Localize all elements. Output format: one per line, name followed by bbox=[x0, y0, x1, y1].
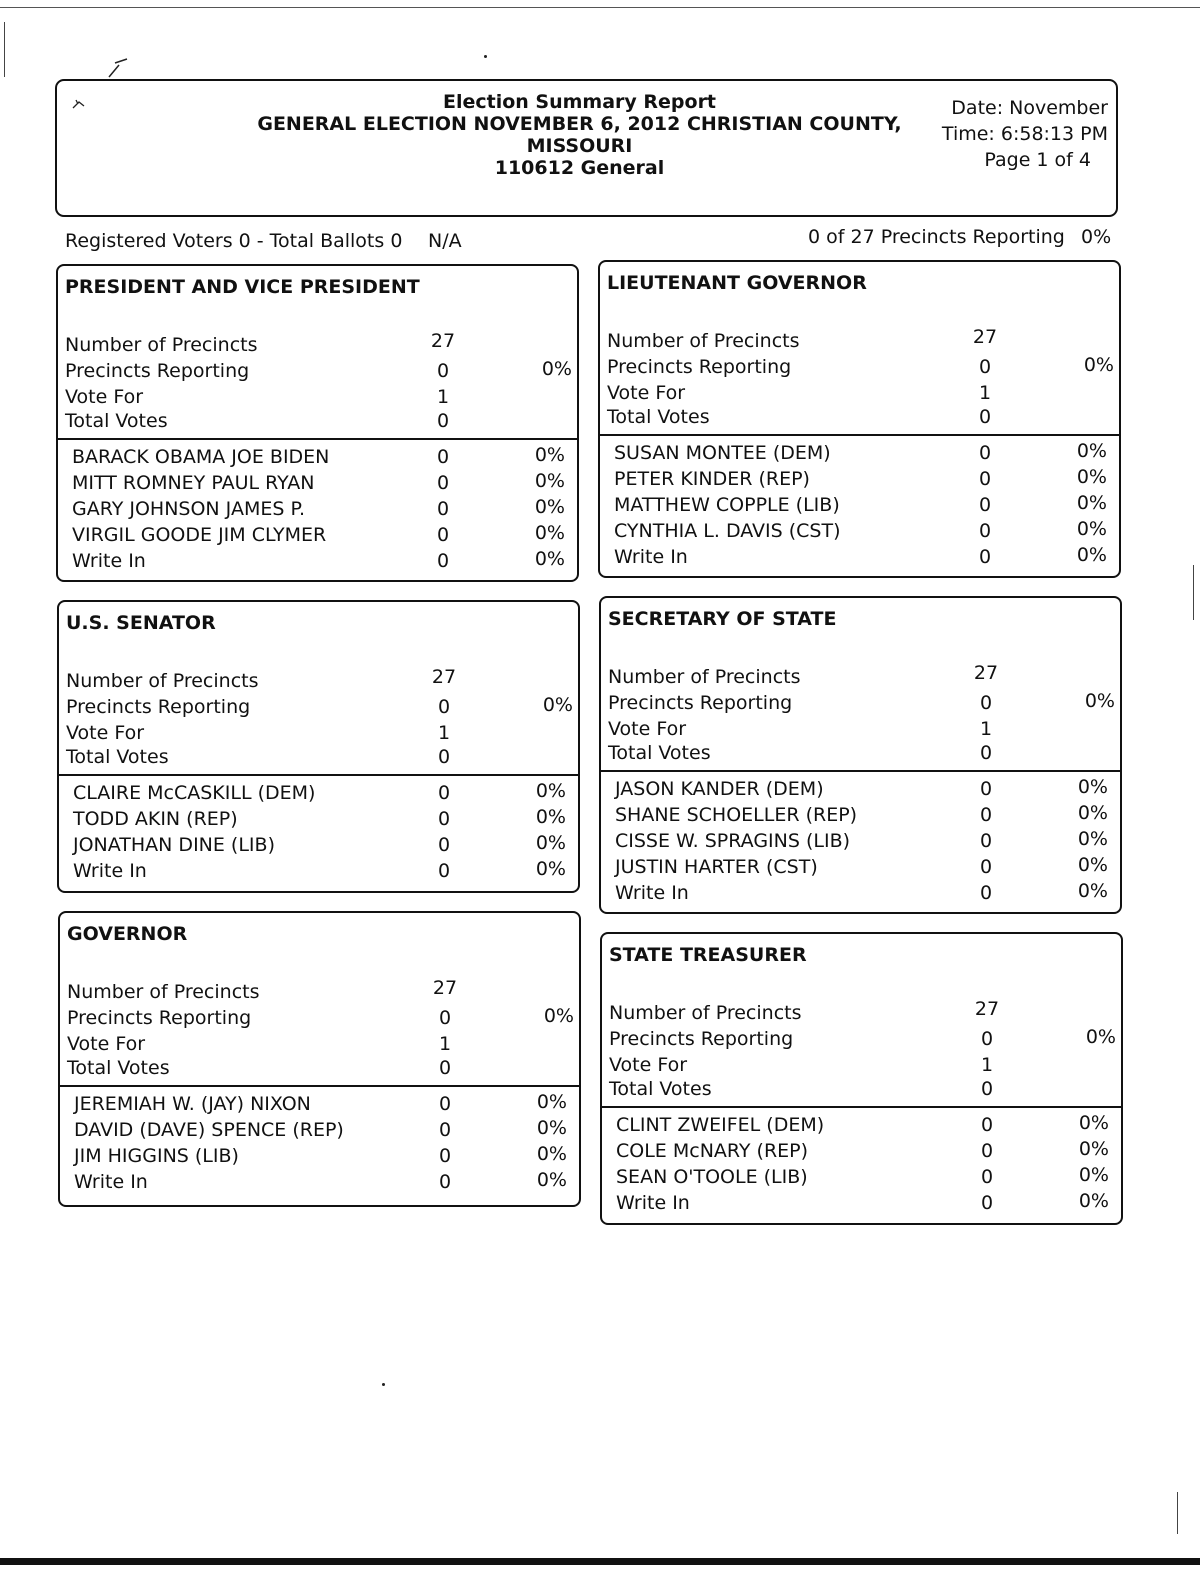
total-votes-label: Total Votes bbox=[608, 742, 711, 764]
number-of-precincts-value: 27 bbox=[432, 977, 458, 999]
candidate-name: CISSE W. SPRAGINS (LIB) bbox=[615, 830, 851, 852]
race-title: LIEUTENANT GOVERNOR bbox=[607, 272, 867, 294]
candidate-row bbox=[600, 520, 1119, 546]
candidate-votes: 0 bbox=[437, 782, 451, 804]
precincts-reporting-value: 0 bbox=[979, 692, 993, 714]
precincts-reporting-pct: 0% bbox=[542, 694, 573, 716]
race-title: PRESIDENT AND VICE PRESIDENT bbox=[65, 276, 420, 298]
candidate-row bbox=[602, 1114, 1121, 1140]
candidate-votes: 0 bbox=[978, 494, 992, 516]
vote-for-row bbox=[60, 1033, 579, 1059]
report-title: Election Summary Report bbox=[442, 91, 717, 113]
total-votes-label: Total Votes bbox=[607, 406, 710, 428]
total-votes-row bbox=[59, 746, 578, 772]
number-of-precincts-label: Number of Precincts bbox=[65, 334, 258, 356]
precincts-reporting-row bbox=[59, 696, 578, 722]
candidate-name: PETER KINDER (REP) bbox=[614, 468, 810, 490]
scan-edge-mark bbox=[1177, 1492, 1178, 1534]
precincts-reporting-label: Precincts Reporting bbox=[65, 360, 250, 382]
candidate-name: CYNTHIA L. DAVIS (CST) bbox=[614, 520, 841, 542]
candidate-row bbox=[601, 856, 1120, 882]
precincts-reporting-pct: 0% bbox=[541, 358, 572, 380]
candidate-name: JUSTIN HARTER (CST) bbox=[615, 856, 818, 878]
vote-for-value: 1 bbox=[438, 1033, 452, 1055]
number-of-precincts-row bbox=[59, 666, 578, 696]
scan-edge-mark bbox=[4, 22, 5, 77]
candidate-votes: 0 bbox=[979, 856, 993, 878]
precincts-reporting-pct: 0% bbox=[543, 1005, 574, 1027]
candidate-votes: 0 bbox=[438, 1145, 452, 1167]
candidate-pct: 0% bbox=[1076, 466, 1107, 488]
race-divider bbox=[60, 1085, 579, 1087]
candidate-name: TODD AKIN (REP) bbox=[73, 808, 238, 830]
race-box bbox=[57, 600, 580, 893]
vote-for-label: Vote For bbox=[66, 722, 145, 744]
total-votes-row bbox=[600, 406, 1119, 432]
candidate-pct: 0% bbox=[1076, 518, 1107, 540]
candidate-name: Write In bbox=[614, 546, 688, 568]
number-of-precincts-value: 27 bbox=[972, 326, 998, 348]
race-title: SECRETARY OF STATE bbox=[608, 608, 837, 630]
candidate-pct: 0% bbox=[1077, 776, 1108, 798]
candidate-pct: 0% bbox=[536, 1143, 567, 1165]
candidate-pct: 0% bbox=[535, 806, 566, 828]
vote-for-value: 1 bbox=[980, 1054, 994, 1076]
candidate-votes: 0 bbox=[436, 524, 450, 546]
candidate-name: Write In bbox=[616, 1192, 690, 1214]
candidate-name: SEAN O'TOOLE (LIB) bbox=[616, 1166, 808, 1188]
precincts-reporting-value: 0 bbox=[978, 356, 992, 378]
candidate-row bbox=[600, 442, 1119, 468]
race-stats bbox=[58, 330, 577, 438]
total-votes-row bbox=[601, 742, 1120, 768]
vote-for-row bbox=[58, 386, 577, 412]
election-code: 110612 General bbox=[494, 157, 665, 179]
candidate-name: Write In bbox=[73, 860, 147, 882]
precincts-reporting-row bbox=[602, 1028, 1121, 1054]
number-of-precincts-row bbox=[601, 662, 1120, 692]
candidate-pct: 0% bbox=[1078, 1112, 1109, 1134]
ballots-status: N/A bbox=[428, 230, 462, 252]
number-of-precincts-label: Number of Precincts bbox=[607, 330, 800, 352]
candidate-votes: 0 bbox=[978, 546, 992, 568]
race-box bbox=[600, 932, 1123, 1225]
number-of-precincts-label: Number of Precincts bbox=[67, 981, 260, 1003]
report-title-block bbox=[207, 91, 952, 179]
registered-voters: Registered Voters 0 - Total Ballots 0 bbox=[65, 230, 403, 252]
total-votes-value: 0 bbox=[980, 1078, 994, 1100]
candidate-row bbox=[601, 778, 1120, 804]
precincts-reporting-label: Precincts Reporting bbox=[608, 692, 793, 714]
total-votes-value: 0 bbox=[438, 1057, 452, 1079]
race-box bbox=[58, 911, 581, 1207]
number-of-precincts-value: 27 bbox=[430, 330, 456, 352]
precincts-reporting-pct: 0% bbox=[1084, 690, 1115, 712]
candidate-row bbox=[602, 1140, 1121, 1166]
candidate-votes: 0 bbox=[437, 860, 451, 882]
candidate-pct: 0% bbox=[1076, 544, 1107, 566]
precincts-summary: 0 of 27 Precincts Reporting bbox=[808, 226, 1065, 248]
candidate-votes: 0 bbox=[980, 1192, 994, 1214]
candidate-row bbox=[602, 1192, 1121, 1218]
race-stats bbox=[60, 977, 579, 1085]
candidate-pct: 0% bbox=[1077, 802, 1108, 824]
vote-for-value: 1 bbox=[436, 386, 450, 408]
candidate-pct: 0% bbox=[1078, 1164, 1109, 1186]
candidate-pct: 0% bbox=[1077, 828, 1108, 850]
candidate-votes: 0 bbox=[438, 1171, 452, 1193]
total-votes-value: 0 bbox=[978, 406, 992, 428]
report-meta bbox=[942, 95, 1108, 173]
candidate-name: BARACK OBAMA JOE BIDEN bbox=[72, 446, 330, 468]
scan-edge-mark bbox=[1193, 565, 1194, 620]
report-time: Time: 6:58:13 PM bbox=[941, 123, 1108, 145]
candidate-pct: 0% bbox=[535, 780, 566, 802]
race-divider bbox=[58, 438, 577, 440]
vote-for-label: Vote For bbox=[67, 1033, 146, 1055]
race-title: U.S. SENATOR bbox=[66, 612, 216, 634]
vote-for-label: Vote For bbox=[608, 718, 687, 740]
candidate-name: JONATHAN DINE (LIB) bbox=[73, 834, 275, 856]
candidate-name: MATTHEW COPPLE (LIB) bbox=[614, 494, 840, 516]
race-divider bbox=[600, 434, 1119, 436]
candidate-pct: 0% bbox=[534, 470, 565, 492]
vote-for-row bbox=[59, 722, 578, 748]
report-date: Date: November bbox=[951, 97, 1108, 119]
vote-for-label: Vote For bbox=[65, 386, 144, 408]
candidate-votes: 0 bbox=[436, 472, 450, 494]
candidate-name: JEREMIAH W. (JAY) NIXON bbox=[74, 1093, 311, 1115]
precincts-reporting-value: 0 bbox=[438, 1007, 452, 1029]
precincts-reporting-value: 0 bbox=[437, 696, 451, 718]
candidate-votes: 0 bbox=[979, 804, 993, 826]
candidate-row bbox=[60, 1145, 579, 1171]
scan-speck bbox=[484, 55, 487, 58]
number-of-precincts-value: 27 bbox=[973, 662, 999, 684]
candidate-name: JASON KANDER (DEM) bbox=[615, 778, 824, 800]
precincts-reporting-label: Precincts Reporting bbox=[609, 1028, 794, 1050]
candidate-row bbox=[58, 524, 577, 550]
candidate-pct: 0% bbox=[534, 444, 565, 466]
number-of-precincts-value: 27 bbox=[974, 998, 1000, 1020]
candidate-name: Write In bbox=[615, 882, 689, 904]
race-stats bbox=[602, 998, 1121, 1106]
total-votes-label: Total Votes bbox=[65, 410, 168, 432]
total-votes-label: Total Votes bbox=[66, 746, 169, 768]
candidate-row bbox=[600, 546, 1119, 572]
number-of-precincts-value: 27 bbox=[431, 666, 457, 688]
candidate-row bbox=[601, 830, 1120, 856]
candidate-row bbox=[59, 808, 578, 834]
candidate-name: COLE McNARY (REP) bbox=[616, 1140, 809, 1162]
candidate-votes: 0 bbox=[436, 446, 450, 468]
total-votes-value: 0 bbox=[436, 410, 450, 432]
precincts-reporting-row bbox=[601, 692, 1120, 718]
candidate-pct: 0% bbox=[1077, 880, 1108, 902]
race-box bbox=[599, 596, 1122, 914]
candidate-row bbox=[60, 1171, 579, 1197]
candidate-votes: 0 bbox=[980, 1114, 994, 1136]
vote-for-row bbox=[602, 1054, 1121, 1080]
race-box bbox=[56, 264, 579, 582]
candidate-name: GARY JOHNSON JAMES P. bbox=[72, 498, 305, 520]
candidate-row bbox=[600, 494, 1119, 520]
candidate-pct: 0% bbox=[1078, 1138, 1109, 1160]
precincts-reporting-row bbox=[600, 356, 1119, 382]
number-of-precincts-row bbox=[58, 330, 577, 360]
candidate-row bbox=[59, 782, 578, 808]
candidate-row bbox=[58, 446, 577, 472]
candidate-pct: 0% bbox=[536, 1091, 567, 1113]
precincts-reporting-pct: 0% bbox=[1083, 354, 1114, 376]
number-of-precincts-label: Number of Precincts bbox=[66, 670, 259, 692]
candidate-pct: 0% bbox=[534, 496, 565, 518]
number-of-precincts-label: Number of Precincts bbox=[608, 666, 801, 688]
number-of-precincts-row bbox=[600, 326, 1119, 356]
candidate-votes: 0 bbox=[438, 1119, 452, 1141]
candidate-name: MITT ROMNEY PAUL RYAN bbox=[72, 472, 315, 494]
candidate-name: Write In bbox=[72, 550, 146, 572]
candidate-row bbox=[60, 1093, 579, 1119]
candidate-name: SUSAN MONTEE (DEM) bbox=[614, 442, 831, 464]
candidate-row bbox=[59, 834, 578, 860]
precincts-summary-pct: 0% bbox=[1081, 226, 1112, 248]
scan-bottom-rule bbox=[0, 1558, 1200, 1565]
vote-for-value: 1 bbox=[978, 382, 992, 404]
candidate-pct: 0% bbox=[1077, 854, 1108, 876]
number-of-precincts-row bbox=[60, 977, 579, 1007]
precincts-reporting-label: Precincts Reporting bbox=[66, 696, 251, 718]
candidate-row bbox=[58, 472, 577, 498]
number-of-precincts-label: Number of Precincts bbox=[609, 1002, 802, 1024]
number-of-precincts-row bbox=[602, 998, 1121, 1028]
race-box bbox=[598, 260, 1121, 578]
candidate-votes: 0 bbox=[978, 520, 992, 542]
total-votes-row bbox=[60, 1057, 579, 1083]
candidate-row bbox=[60, 1119, 579, 1145]
precincts-reporting-value: 0 bbox=[436, 360, 450, 382]
candidate-row bbox=[58, 550, 577, 576]
candidate-name: VIRGIL GOODE JIM CLYMER bbox=[72, 524, 327, 546]
candidate-pct: 0% bbox=[1078, 1190, 1109, 1212]
candidate-name: CLAIRE McCASKILL (DEM) bbox=[73, 782, 316, 804]
election-name: GENERAL ELECTION NOVEMBER 6, 2012 CHRISTIAN COUNTY, bbox=[257, 113, 902, 135]
candidate-name: SHANE SCHOELLER (REP) bbox=[615, 804, 858, 826]
vote-for-label: Vote For bbox=[607, 382, 686, 404]
candidate-pct: 0% bbox=[1076, 492, 1107, 514]
scan-top-rule bbox=[0, 7, 1200, 8]
vote-for-label: Vote For bbox=[609, 1054, 688, 1076]
candidate-votes: 0 bbox=[437, 834, 451, 856]
candidate-row bbox=[601, 804, 1120, 830]
total-votes-label: Total Votes bbox=[609, 1078, 712, 1100]
candidate-votes: 0 bbox=[978, 442, 992, 464]
precincts-reporting-value: 0 bbox=[980, 1028, 994, 1050]
report-header bbox=[55, 79, 1118, 217]
candidate-votes: 0 bbox=[980, 1140, 994, 1162]
candidate-pct: 0% bbox=[534, 548, 565, 570]
candidate-pct: 0% bbox=[535, 832, 566, 854]
total-votes-row bbox=[58, 410, 577, 436]
candidate-row bbox=[601, 882, 1120, 908]
vote-for-row bbox=[600, 382, 1119, 408]
total-votes-row bbox=[602, 1078, 1121, 1104]
vote-for-value: 1 bbox=[979, 718, 993, 740]
race-stats bbox=[601, 662, 1120, 770]
race-title: GOVERNOR bbox=[67, 923, 188, 945]
race-divider bbox=[59, 774, 578, 776]
page-number: Page 1 of 4 bbox=[984, 149, 1091, 171]
vote-for-value: 1 bbox=[437, 722, 451, 744]
candidate-votes: 0 bbox=[978, 468, 992, 490]
candidate-votes: 0 bbox=[438, 1093, 452, 1115]
candidate-row bbox=[58, 498, 577, 524]
precincts-reporting-label: Precincts Reporting bbox=[67, 1007, 252, 1029]
precincts-reporting-row bbox=[60, 1007, 579, 1033]
candidate-pct: 0% bbox=[536, 1117, 567, 1139]
candidate-row bbox=[602, 1166, 1121, 1192]
candidate-votes: 0 bbox=[980, 1166, 994, 1188]
candidate-pct: 0% bbox=[534, 522, 565, 544]
total-votes-value: 0 bbox=[979, 742, 993, 764]
candidate-votes: 0 bbox=[979, 830, 993, 852]
total-votes-value: 0 bbox=[437, 746, 451, 768]
vote-for-row bbox=[601, 718, 1120, 744]
race-divider bbox=[601, 770, 1120, 772]
race-title: STATE TREASURER bbox=[609, 944, 807, 966]
candidate-votes: 0 bbox=[979, 778, 993, 800]
candidate-name: Write In bbox=[74, 1171, 148, 1193]
candidate-row bbox=[59, 860, 578, 886]
scan-speck bbox=[382, 1383, 385, 1386]
precincts-reporting-row bbox=[58, 360, 577, 386]
candidate-votes: 0 bbox=[436, 498, 450, 520]
candidate-name: CLINT ZWEIFEL (DEM) bbox=[616, 1114, 825, 1136]
race-stats bbox=[600, 326, 1119, 434]
candidate-name: DAVID (DAVE) SPENCE (REP) bbox=[74, 1119, 344, 1141]
election-state: MISSOURI bbox=[526, 135, 633, 157]
precincts-reporting-label: Precincts Reporting bbox=[607, 356, 792, 378]
total-votes-label: Total Votes bbox=[67, 1057, 170, 1079]
precincts-reporting-pct: 0% bbox=[1085, 1026, 1116, 1048]
candidate-pct: 0% bbox=[536, 1169, 567, 1191]
candidate-row bbox=[600, 468, 1119, 494]
candidate-votes: 0 bbox=[437, 808, 451, 830]
pen-mark bbox=[105, 55, 135, 80]
race-stats bbox=[59, 666, 578, 774]
candidate-pct: 0% bbox=[1076, 440, 1107, 462]
candidate-votes: 0 bbox=[979, 882, 993, 904]
race-divider bbox=[602, 1106, 1121, 1108]
candidate-pct: 0% bbox=[535, 858, 566, 880]
candidate-name: JIM HIGGINS (LIB) bbox=[74, 1145, 239, 1167]
candidate-votes: 0 bbox=[436, 550, 450, 572]
